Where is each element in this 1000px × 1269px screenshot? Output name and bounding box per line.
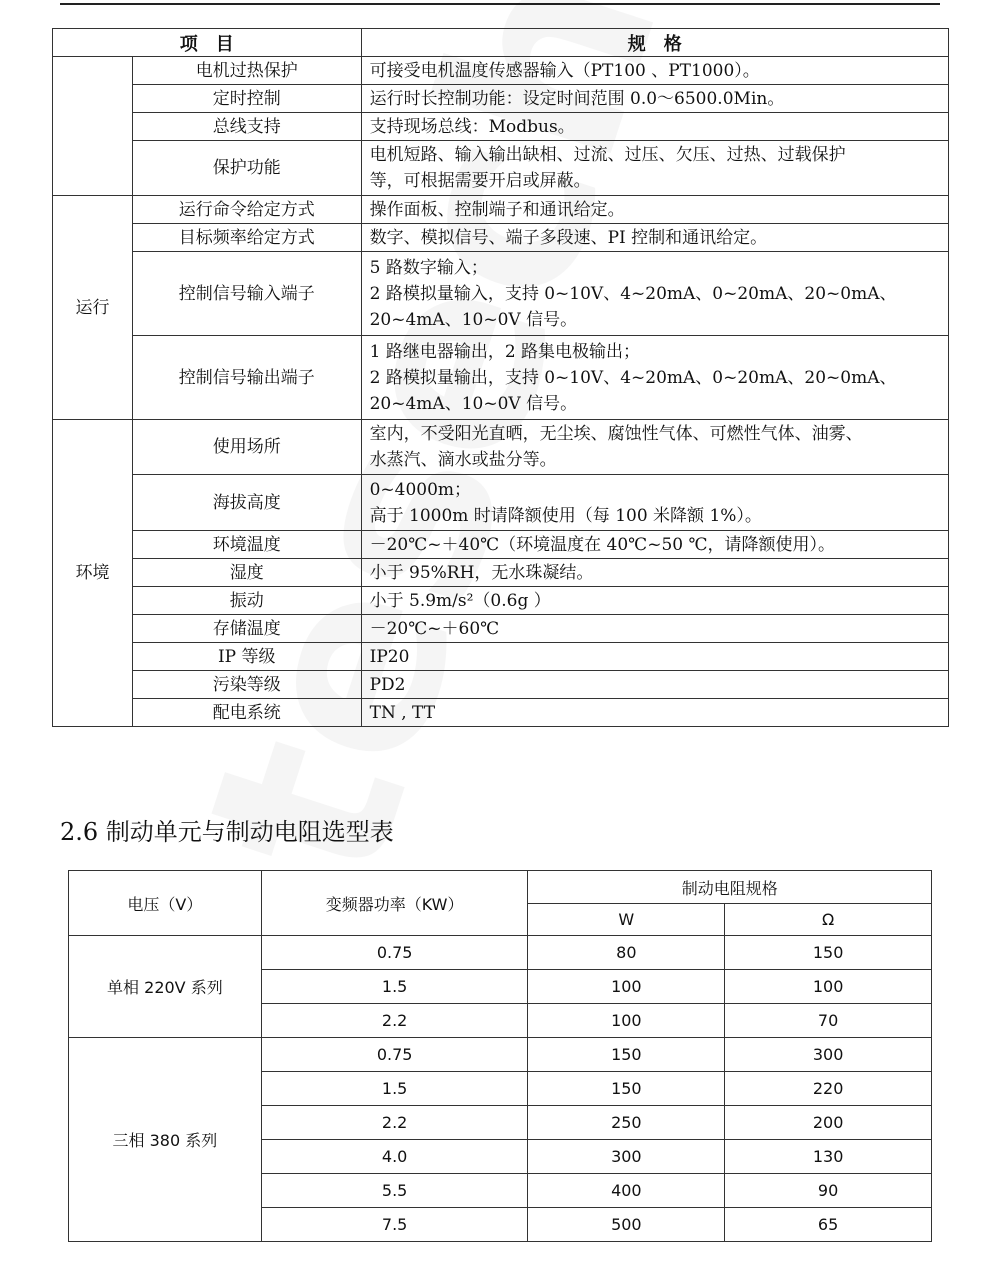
- brake-power: 7.5: [261, 1208, 528, 1242]
- brake-header-resistor: 制动电阻规格: [528, 871, 932, 904]
- spec-value-line: IP20: [369, 646, 410, 667]
- spec-item: 运行命令给定方式: [132, 196, 361, 224]
- brake-watt: 150: [528, 1072, 725, 1106]
- spec-value: [361, 224, 948, 252]
- spec-category: 运行: [53, 196, 133, 420]
- spec-row: [53, 252, 949, 336]
- spec-value-line: －20℃~＋40℃（环境温度在 40℃~50 ℃，请降额使用）。: [369, 534, 836, 555]
- brake-power: 5.5: [261, 1174, 528, 1208]
- brake-ohm: 200: [725, 1106, 932, 1140]
- brake-ohm: 65: [725, 1208, 932, 1242]
- spec-value: [361, 57, 948, 85]
- spec-value: [361, 336, 948, 420]
- spec-value-line: 5 路数字输入；: [369, 257, 488, 278]
- brake-voltage: 单相 220V 系列: [69, 936, 262, 1038]
- spec-header-spec: 规 格: [361, 29, 948, 57]
- brake-body: [69, 936, 932, 1242]
- spec-body: [53, 57, 949, 727]
- brake-ohm: 100: [725, 970, 932, 1004]
- spec-value: [361, 671, 948, 699]
- spec-value-line: 支持现场总线：Modbus。: [369, 116, 575, 137]
- brake-watt: 100: [528, 1004, 725, 1038]
- spec-row: [53, 196, 949, 224]
- spec-value: [361, 141, 948, 196]
- spec-row: [53, 615, 949, 643]
- spec-value-line: 运行时长控制功能：设定时间范围 0.0～6500.0Min。: [369, 88, 785, 109]
- brake-header-ohm: Ω: [725, 904, 932, 936]
- spec-row: [53, 531, 949, 559]
- spec-item: 环境温度: [132, 531, 361, 559]
- brake-row: [69, 1038, 932, 1072]
- spec-value: [361, 420, 948, 475]
- spec-item: 湿度: [132, 559, 361, 587]
- spec-value: [361, 85, 948, 113]
- spec-value-line: 高于 1000m 时请降额使用（每 100 米降额 1%）。: [369, 505, 762, 526]
- spec-item: 振动: [132, 587, 361, 615]
- spec-value-line: 电机短路、输入输出缺相、过流、过压、欠压、过热、过载保护: [369, 145, 846, 165]
- spec-value-line: 水蒸汽、滴水或盐分等。: [369, 450, 557, 470]
- brake-watt: 300: [528, 1140, 725, 1174]
- brake-power: 2.2: [261, 1004, 528, 1038]
- spec-item: 存储温度: [132, 615, 361, 643]
- section-heading: [60, 812, 394, 847]
- spec-value-line: 1 路继电器输出，2 路集电极输出；: [369, 341, 641, 362]
- spec-value-line: 可接受电机温度传感器输入（PT100 、PT1000）。: [369, 60, 760, 81]
- spec-value-line: 20~4mA、10~0V 信号。: [369, 309, 578, 330]
- spec-row: [53, 699, 949, 727]
- brake-watt: 150: [528, 1038, 725, 1072]
- spec-item: 配电系统: [132, 699, 361, 727]
- spec-value: [361, 113, 948, 141]
- spec-value-line: －20℃~＋60℃: [369, 618, 500, 639]
- spec-value-line: 20~4mA、10~0V 信号。: [369, 393, 578, 414]
- spec-value-line: 数字、模拟信号、端子多段速、PI 控制和通讯给定。: [369, 227, 768, 248]
- spec-value-line: 2 路模拟量输入，支持 0~10V、4~20mA、0~20mA、20~0mA、: [369, 283, 897, 304]
- spec-value: [361, 559, 948, 587]
- top-rule: [60, 3, 940, 5]
- brake-ohm: 300: [725, 1038, 932, 1072]
- brake-row: [69, 936, 932, 970]
- spec-header-row: [53, 29, 949, 57]
- brake-ohm: 90: [725, 1174, 932, 1208]
- brake-power: 2.2: [261, 1106, 528, 1140]
- spec-item: 总线支持: [132, 113, 361, 141]
- spec-value: [361, 699, 948, 727]
- brake-ohm: 70: [725, 1004, 932, 1038]
- spec-item: 电机过热保护: [132, 57, 361, 85]
- brake-header-power: 变频器功率（KW）: [261, 871, 528, 936]
- spec-category: 环境: [53, 420, 133, 727]
- spec-item: IP 等级: [132, 643, 361, 671]
- brake-header-row: [69, 871, 932, 904]
- spec-value: [361, 252, 948, 336]
- brake-watt: 100: [528, 970, 725, 1004]
- spec-row: [53, 85, 949, 113]
- section-title: 制动单元与制动电阻选型表: [105, 818, 394, 846]
- brake-watt: 80: [528, 936, 725, 970]
- brake-watt: 400: [528, 1174, 725, 1208]
- brake-power: 4.0: [261, 1140, 528, 1174]
- spec-row: [53, 224, 949, 252]
- spec-table: [52, 28, 949, 727]
- spec-item: 污染等级: [132, 671, 361, 699]
- spec-item: 控制信号输出端子: [132, 336, 361, 420]
- brake-power: 1.5: [261, 1072, 528, 1106]
- spec-value: [361, 475, 948, 531]
- brake-watt: 250: [528, 1106, 725, 1140]
- brake-ohm: 220: [725, 1072, 932, 1106]
- spec-value-line: 室内，不受阳光直晒，无尘埃、腐蚀性气体、可燃性气体、油雾、: [369, 424, 863, 444]
- spec-item: 保护功能: [132, 141, 361, 196]
- spec-item: 定时控制: [132, 85, 361, 113]
- spec-value: [361, 587, 948, 615]
- spec-value-line: 操作面板、控制端子和通讯给定。: [369, 199, 625, 220]
- spec-value: [361, 196, 948, 224]
- spec-item: 使用场所: [132, 420, 361, 475]
- brake-header-voltage: 电压（V）: [69, 871, 262, 936]
- brake-table: [68, 870, 932, 1242]
- spec-header-item: 项 目: [53, 29, 362, 57]
- spec-row: [53, 587, 949, 615]
- brake-ohm: 150: [725, 936, 932, 970]
- spec-item: 目标频率给定方式: [132, 224, 361, 252]
- spec-value-line: TN , TT: [369, 702, 436, 723]
- brake-voltage: 三相 380 系列: [69, 1038, 262, 1242]
- spec-row: [53, 475, 949, 531]
- spec-value: [361, 643, 948, 671]
- spec-category: [53, 57, 133, 196]
- brake-watt: 500: [528, 1208, 725, 1242]
- spec-value-line: 小于 95%RH，无水珠凝结。: [369, 562, 594, 583]
- spec-value-line: PD2: [369, 674, 406, 695]
- spec-row: [53, 671, 949, 699]
- brake-ohm: 130: [725, 1140, 932, 1174]
- spec-row: [53, 336, 949, 420]
- spec-row: [53, 113, 949, 141]
- spec-value-line: 小于 5.9m/s²（0.6g ）: [369, 590, 551, 611]
- brake-power: 0.75: [261, 936, 528, 970]
- spec-item: 控制信号输入端子: [132, 252, 361, 336]
- section-number: 2.6: [60, 818, 99, 846]
- spec-row: [53, 559, 949, 587]
- spec-value: [361, 615, 948, 643]
- spec-value-line: 等，可根据需要开启或屏蔽。: [369, 171, 591, 191]
- spec-row: [53, 643, 949, 671]
- brake-power: 0.75: [261, 1038, 528, 1072]
- spec-value-line: 2 路模拟量输出，支持 0~10V、4~20mA、0~20mA、20~0mA、: [369, 367, 897, 388]
- spec-row: [53, 420, 949, 475]
- spec-value-line: 0~4000m；: [369, 479, 472, 500]
- spec-row: [53, 141, 949, 196]
- spec-item: 海拔高度: [132, 475, 361, 531]
- brake-header-watt: W: [528, 904, 725, 936]
- spec-row: [53, 57, 949, 85]
- spec-value: [361, 531, 948, 559]
- brake-power: 1.5: [261, 970, 528, 1004]
